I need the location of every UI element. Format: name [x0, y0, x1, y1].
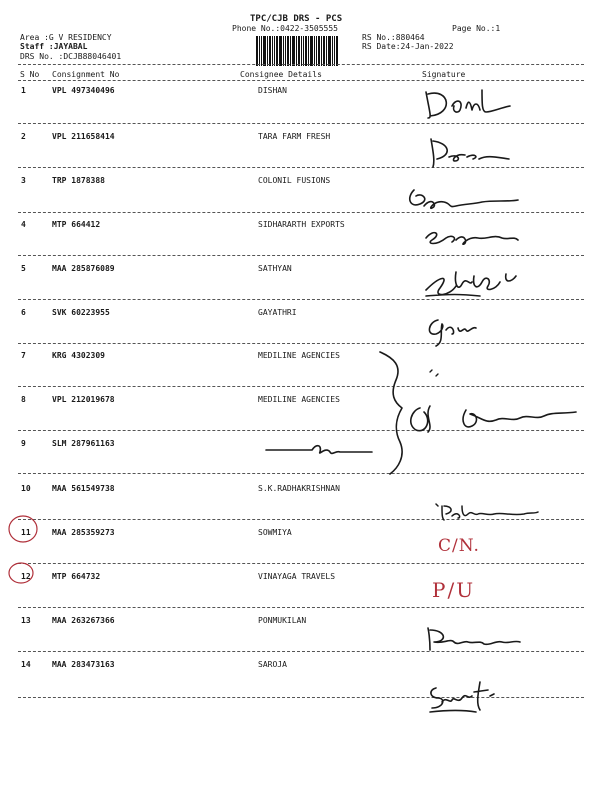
row-consignee: GAYATHRI	[258, 308, 297, 317]
column-header-consignment: Consignment No	[52, 70, 120, 79]
barcode-bar	[334, 36, 335, 66]
row-consignee: PONMUKILAN	[258, 616, 307, 625]
barcode-bar	[290, 36, 291, 66]
row-consignee: DISHAN	[258, 86, 287, 95]
rs-number: RS No.:880464	[362, 33, 425, 42]
barcode-bar	[328, 36, 331, 66]
row-consignee: COLONIL FUSIONS	[258, 176, 331, 185]
barcode-bar	[298, 36, 300, 66]
barcode-bar	[272, 36, 273, 66]
barcode-bar	[261, 36, 262, 66]
header-divider	[18, 64, 584, 65]
row-consignment: SVK 60223955	[52, 308, 110, 317]
row-consignment: MAA 263267366	[52, 616, 115, 625]
barcode-bar	[310, 36, 313, 66]
row-divider	[18, 563, 584, 564]
row-sno: 7	[21, 351, 26, 360]
barcode-bar	[296, 36, 297, 66]
barcode-bar	[303, 36, 304, 66]
barcode-bar	[285, 36, 286, 66]
barcode-bar	[259, 36, 260, 66]
signature-scribble	[372, 346, 592, 478]
row-consignee: VINAYAGA TRAVELS	[258, 572, 336, 581]
document-title: TPC/CJB DRS - PCS	[250, 14, 343, 24]
signature-scribble	[262, 438, 382, 460]
row-sno: 8	[21, 395, 26, 404]
row-consignment: MAA 285359273	[52, 528, 115, 537]
barcode-bar	[321, 36, 322, 66]
signature-scribble	[420, 266, 530, 304]
barcode-bar	[314, 36, 315, 66]
handwritten-note: P/U	[432, 578, 476, 602]
barcode	[256, 36, 356, 66]
row-consignment: MAA 285876089	[52, 264, 115, 273]
row-sno: 11	[21, 528, 31, 537]
signature-scribble	[432, 500, 542, 524]
barcode-bar	[267, 36, 268, 66]
barcode-bar	[283, 36, 284, 66]
barcode-bar	[326, 36, 327, 66]
rs-date: RS Date:24-Jan-2022	[362, 42, 454, 51]
row-divider	[18, 607, 584, 608]
barcode-bar	[301, 36, 302, 66]
barcode-bar	[269, 36, 271, 66]
barcode-bar	[276, 36, 278, 66]
row-consignment: MAA 283473163	[52, 660, 115, 669]
row-sno: 12	[21, 572, 31, 581]
row-consignee: S.K.RADHAKRISHNAN	[258, 484, 340, 493]
red-circle-mark	[6, 512, 40, 546]
barcode-bar	[332, 36, 333, 66]
row-sno: 3	[21, 176, 26, 185]
barcode-bar	[316, 36, 317, 66]
barcode-bar	[336, 36, 338, 66]
barcode-bar	[279, 36, 282, 66]
row-consignee: SATHYAN	[258, 264, 292, 273]
row-sno: 13	[21, 616, 31, 625]
phone-number: Phone No.:0422-3505555	[232, 24, 338, 33]
barcode-bar	[263, 36, 266, 66]
row-sno: 9	[21, 439, 26, 448]
barcode-bar	[305, 36, 307, 66]
row-divider	[18, 123, 584, 124]
barcode-bar	[287, 36, 289, 66]
row-consignment: MAA 561549738	[52, 484, 115, 493]
row-consignee: TARA FARM FRESH	[258, 132, 331, 141]
red-circle-mark	[6, 560, 36, 586]
column-header-sno: S No	[20, 70, 40, 79]
row-sno: 10	[21, 484, 31, 493]
signature-scribble	[404, 184, 524, 218]
row-consignee: MEDILINE AGENCIES	[258, 351, 340, 360]
row-sno: 5	[21, 264, 26, 273]
row-divider	[18, 343, 584, 344]
barcode-bar	[318, 36, 320, 66]
column-header-consignee: Consignee Details	[240, 70, 322, 79]
row-sno: 1	[21, 86, 26, 95]
barcode-bar	[292, 36, 295, 66]
row-consignment: TRP 1878388	[52, 176, 105, 185]
row-sno: 6	[21, 308, 26, 317]
row-sno: 4	[21, 220, 26, 229]
row-consignment: MTP 664412	[52, 220, 101, 229]
barcode-bar	[256, 36, 258, 66]
row-sno: 2	[21, 132, 26, 141]
signature-scribble	[422, 222, 522, 250]
barcode-bar	[274, 36, 275, 66]
signature-scribble	[424, 620, 524, 654]
handwritten-note: C/N.	[438, 536, 480, 556]
signature-scribble	[420, 84, 520, 122]
row-consignment: SLM 287961163	[52, 439, 115, 448]
signature-scribble	[424, 678, 514, 718]
barcode-bar	[308, 36, 309, 66]
barcode-bar	[323, 36, 325, 66]
row-consignee: MEDILINE AGENCIES	[258, 395, 340, 404]
drs-number: DRS No. :DCJB88046401	[20, 52, 122, 61]
row-consignee: SAROJA	[258, 660, 287, 669]
row-divider	[18, 255, 584, 256]
signature-scribble	[424, 312, 484, 348]
row-consignment: VPL 212019678	[52, 395, 115, 404]
row-consignment: KRG 4302309	[52, 351, 105, 360]
signature-scribble	[425, 135, 515, 169]
page-number: Page No.:1	[452, 24, 501, 33]
row-consignment: VPL 497340496	[52, 86, 115, 95]
row-consignee: SIDHARARTH EXPORTS	[258, 220, 345, 229]
column-header-divider	[18, 80, 584, 81]
staff-field: Staff :JAYABAL	[20, 42, 88, 51]
row-sno: 14	[21, 660, 31, 669]
row-consignment: VPL 211658414	[52, 132, 115, 141]
column-header-signature: Signature	[422, 70, 466, 79]
row-consignee: SOWMIYA	[258, 528, 292, 537]
row-consignment: MTP 664732	[52, 572, 101, 581]
area-field: Area :G V RESIDENCY	[20, 33, 112, 42]
